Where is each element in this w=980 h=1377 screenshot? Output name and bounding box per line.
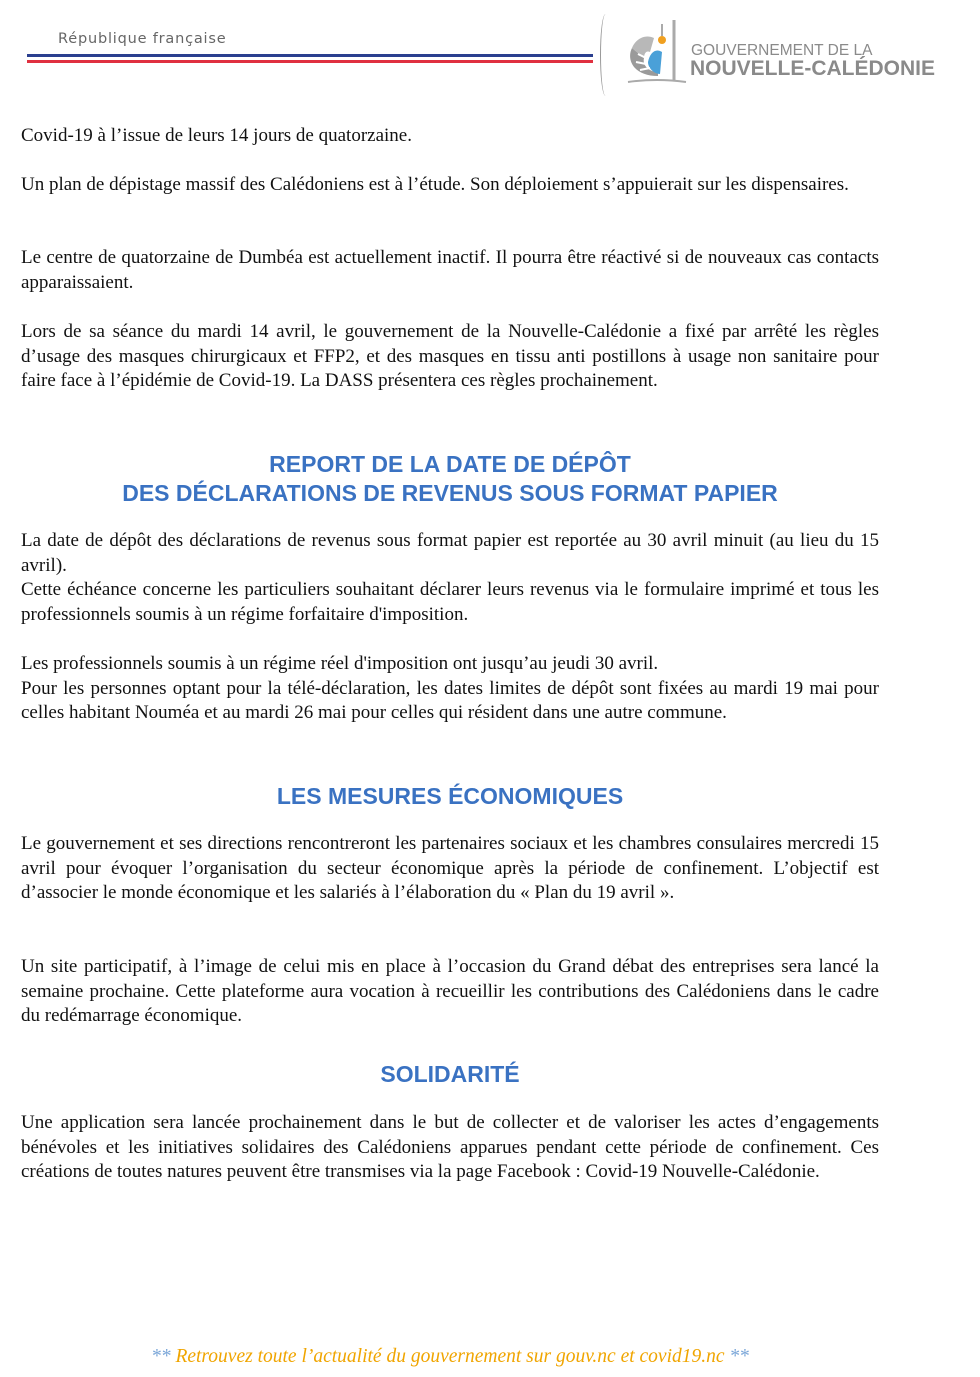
header-rule-blue: [27, 54, 593, 57]
footer-text: Retrouvez toute l’actualité du gouvernement sur gouv.nc et covid19.nc: [175, 1346, 725, 1367]
footer-stars: **: [729, 1346, 749, 1367]
paragraph: Cette échéance concerne les particuliers souhaitant déclarer leurs revenus via le formulaire imprimé et tous les professionnels soumis à un régime forfaitaire d'imposition.: [21, 579, 879, 625]
republique-francaise-label: République française: [58, 31, 227, 47]
paragraph: Une application sera lancée prochainement dans le but de collecter et de valoriser les actes d’engagements bénévoles et les initiatives solidaires des Calédoniens apparues pendant cette période de confinement. Ces créations de toutes natures peuvent être transmises via la page Facebook : Covid-19 Nouvelle-Calédonie.: [21, 1112, 879, 1182]
header-rule-red: [27, 60, 593, 63]
paragraph: Pour les personnes optant pour la télé-déclaration, les dates limites de dépôt sont fixées au mardi 19 mai pour celles habitant Nouméa et au mardi 26 mai pour celles qui résident dans une autre commune.: [21, 677, 879, 723]
section-heading-tax-declaration: [21, 450, 879, 508]
footer-stars: **: [151, 1346, 171, 1367]
paragraph: La date de dépôt des déclarations de revenus sous format papier est reportée au 30 avril minuit (au lieu du 15 avril).: [21, 530, 879, 576]
heading-line: DES DÉCLARATIONS DE REVENUS SOUS FORMAT PAPIER: [122, 480, 778, 506]
paragraph-group: [21, 652, 879, 726]
paragraph: Le centre de quatorzaine de Dumbéa est actuellement inactif. Il pourra être réactivé si de nouveaux cas contacts apparaissaient.: [21, 247, 879, 293]
government-title-line2: NOUVELLE-CALÉDONIE: [690, 57, 936, 80]
heading-line: REPORT DE LA DATE DE DÉPÔT: [269, 451, 631, 477]
section-heading-economic-measures: LES MESURES ÉCONOMIQUES: [276, 783, 624, 809]
header-separator: [600, 14, 611, 96]
paragraph: Un site participatif, à l’image de celui mis en place à l’occasion du Grand débat des entreprises sera lancé la semaine prochaine. Cette plateforme aura vocation à recueillir les contributions des Calédoniens dans le cadre du redémarrage économique.: [21, 956, 879, 1026]
paragraph: Covid-19 à l’issue de leurs 14 jours de quatorzaine.: [21, 125, 412, 146]
paragraph: Un plan de dépistage massif des Calédoniens est à l’étude. Son déploiement s’appuierait sur les dispensaires.: [21, 174, 849, 195]
paragraph: Lors de sa séance du mardi 14 avril, le gouvernement de la Nouvelle-Calédonie a fixé par arrêté les règles d’usage des masques chirurgicaux et FFP2, et des masques en tissu anti postillons à usage non sanitaire pour faire face à l’épidémie de Covid-19. La DASS présentera ces règles prochainement.: [21, 321, 879, 391]
paragraph: Le gouvernement et ses directions rencontreront les partenaires sociaux et les chambres consulaires mercredi 15 avril pour évoquer l’organisation du secteur économique après la période de confinement. L’objectif est d’associer le monde économique et les salariés à l’élaboration du « Plan du 19 avril ».: [21, 833, 879, 903]
footer-note: [0, 1346, 900, 1368]
government-title-line1: GOUVERNEMENT DE LA: [691, 42, 873, 59]
paragraph: Les professionnels soumis à un régime réel d'imposition ont jusqu’au jeudi 30 avril.: [21, 653, 659, 674]
government-logo-icon: [624, 18, 690, 88]
paragraph-group: [21, 529, 879, 627]
section-heading-solidarity: SOLIDARITÉ: [380, 1061, 520, 1087]
